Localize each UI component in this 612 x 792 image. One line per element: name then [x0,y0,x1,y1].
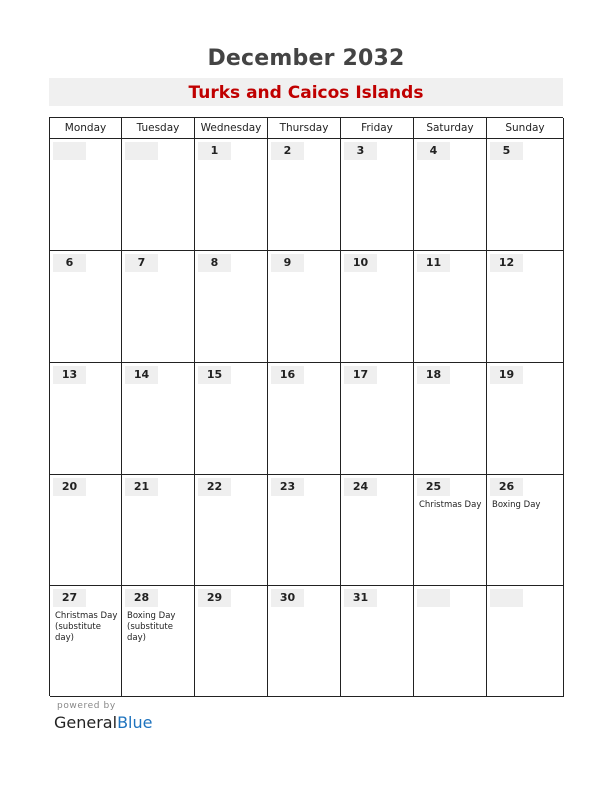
calendar-grid [49,117,563,696]
day-number: 9 [283,256,292,269]
day-number: 13 [61,368,78,381]
day-number: 3 [356,144,365,157]
weekday-header: Tuesday [122,118,195,139]
day-number: 1 [210,144,219,157]
day-number: 4 [429,144,438,157]
day-number-box [490,142,523,160]
day-number-box [344,478,377,496]
day-number: 26 [498,480,515,493]
day-number: 12 [498,256,515,269]
country-name: Turks and Caicos Islands [188,83,424,103]
day-cell[interactable] [122,139,195,251]
day-number-box [198,478,231,496]
weekday-header: Saturday [414,118,487,139]
day-number: 6 [65,256,74,269]
day-number: 2 [283,144,292,157]
day-number-box [490,366,523,384]
day-number: 27 [61,591,78,604]
day-cell[interactable] [268,139,341,251]
holiday-label: Boxing Day (substitute day) [127,611,176,643]
day-number-box [344,142,377,160]
holiday-label: Christmas Day (substitute day) [55,611,118,643]
day-number: 11 [425,256,442,269]
day-number: 19 [498,368,515,381]
day-number-box [417,589,450,607]
day-number: 10 [352,256,369,269]
day-cell[interactable] [268,475,341,586]
day-number: 18 [425,368,442,381]
day-cell[interactable] [341,251,414,363]
day-number: 5 [502,144,511,157]
day-cell[interactable] [50,586,122,697]
day-number: 15 [206,368,223,381]
day-number-box [417,478,450,496]
month-title: December 2032 [207,46,405,71]
day-cell[interactable] [50,363,122,475]
day-number-box [125,142,158,160]
day-number-box [198,254,231,272]
day-cell[interactable] [414,475,487,586]
day-number-box [490,589,523,607]
day-cell[interactable] [268,586,341,697]
holiday-label: Christmas Day [419,500,482,510]
day-number-box [198,142,231,160]
day-number: 31 [352,591,369,604]
day-number: 7 [137,256,146,269]
day-cell[interactable] [122,363,195,475]
day-cell[interactable] [341,139,414,251]
day-cell[interactable] [195,251,268,363]
day-cell[interactable] [341,475,414,586]
weekday-header: Monday [50,118,122,139]
day-number-box [53,478,86,496]
day-number-box [125,589,158,607]
day-cell[interactable] [195,363,268,475]
day-cell[interactable] [122,586,195,697]
day-number-box [271,254,304,272]
weekday-header: Friday [341,118,414,139]
day-cell[interactable] [487,475,564,586]
day-number-box [344,589,377,607]
day-cell[interactable] [414,251,487,363]
generalblue-logo[interactable] [54,713,152,732]
day-number: 23 [279,480,296,493]
day-cell[interactable] [50,139,122,251]
day-number: 30 [279,591,296,604]
day-number: 17 [352,368,369,381]
day-number-box [344,254,377,272]
day-cell[interactable] [50,475,122,586]
day-cell[interactable] [487,586,564,697]
day-cell[interactable] [414,363,487,475]
day-number: 22 [206,480,223,493]
day-number-box [271,142,304,160]
day-number-box [125,478,158,496]
day-number-box [271,366,304,384]
country-bar [49,78,563,106]
weekday-header: Sunday [487,118,564,139]
day-number: 24 [352,480,369,493]
day-number: 14 [133,368,150,381]
day-number-box [125,366,158,384]
holiday-label: Boxing Day [492,500,541,510]
powered-by-label: powered by [57,701,116,711]
day-cell[interactable] [487,139,564,251]
day-number-box [271,589,304,607]
day-cell[interactable] [341,363,414,475]
day-number-box [344,366,377,384]
day-cell[interactable] [268,363,341,475]
day-cell[interactable] [195,139,268,251]
day-cell[interactable] [50,251,122,363]
day-cell[interactable] [487,251,564,363]
day-cell[interactable] [414,586,487,697]
day-number-box [53,589,86,607]
day-number: 21 [133,480,150,493]
day-cell[interactable] [195,475,268,586]
day-number-box [271,478,304,496]
day-cell[interactable] [341,586,414,697]
day-cell[interactable] [268,251,341,363]
day-number: 16 [279,368,296,381]
day-number-box [490,478,523,496]
day-cell[interactable] [122,251,195,363]
logo-blue: Blue [117,713,153,732]
weekday-header: Thursday [268,118,341,139]
weekday-header: Wednesday [195,118,268,139]
day-number-box [198,366,231,384]
day-cell[interactable] [414,139,487,251]
day-number-box [198,589,231,607]
day-number: 8 [210,256,219,269]
day-number-box [53,366,86,384]
day-number-box [125,254,158,272]
day-number-box [53,254,86,272]
day-number-box [417,366,450,384]
day-number: 28 [133,591,150,604]
day-cell[interactable] [487,363,564,475]
day-number-box [417,254,450,272]
day-cell[interactable] [195,586,268,697]
day-number-box [490,254,523,272]
day-number-box [417,142,450,160]
day-number: 20 [61,480,78,493]
day-number: 29 [206,591,223,604]
day-number-box [53,142,86,160]
day-cell[interactable] [122,475,195,586]
day-number: 25 [425,480,442,493]
logo-general: General [54,713,118,732]
